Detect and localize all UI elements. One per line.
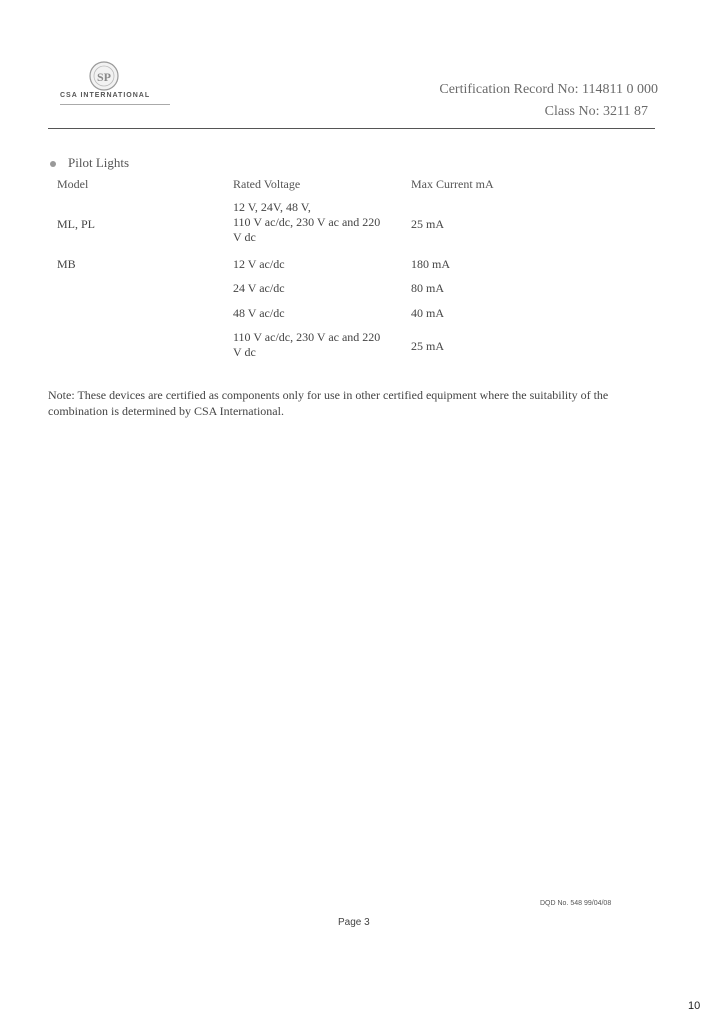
- table-row-1-model: MB: [57, 257, 76, 271]
- table-row-0-model: ML, PL: [57, 217, 96, 231]
- svg-text:SP: SP: [96, 70, 112, 84]
- table-row-2-voltage: 24 V ac/dc: [233, 281, 285, 295]
- table-row-3-current: 40 mA: [411, 306, 444, 320]
- class-number: Class No: 3211 87: [544, 104, 648, 119]
- table-row-0-voltage: 12 V, 24V, 48 V, 110 V ac/dc, 230 V ac and 220 V dc: [233, 200, 381, 244]
- column-header-max-current: Max Current mA: [411, 177, 494, 191]
- section-title-text: Pilot Lights: [68, 155, 130, 170]
- logo-text: CSA INTERNATIONAL: [60, 92, 151, 99]
- column-header-rated-voltage: Rated Voltage: [233, 177, 301, 191]
- logo-underline: [60, 104, 170, 105]
- column-header-model: Model: [57, 177, 89, 191]
- certification-note: Note: These devices are certified as components only for use in other certified equipment where the suitability of the combination is determined by CSA International.: [48, 388, 609, 418]
- table-row-3-voltage: 48 V ac/dc: [233, 306, 285, 320]
- section-title: [50, 155, 129, 171]
- table-row-4-current: 25 mA: [411, 339, 444, 353]
- table-row-1-current: 180 mA: [411, 257, 450, 271]
- csa-logo: [60, 60, 180, 120]
- certification-record-number: Certification Record No: 114811 0 000: [439, 82, 658, 97]
- table-row-2-current: 80 mA: [411, 281, 444, 295]
- table-row-4-voltage: 110 V ac/dc, 230 V ac and 220 V dc: [233, 330, 381, 359]
- header-divider: [48, 128, 655, 129]
- table-row-0-current: 25 mA: [411, 217, 444, 231]
- page-label: Page 3: [338, 917, 370, 928]
- document-control-number: DQD No. 548 99/04/08: [540, 900, 612, 907]
- page-number: 10: [688, 1000, 701, 1012]
- bullet-icon: [50, 161, 56, 167]
- table-row-1-voltage: 12 V ac/dc: [233, 257, 285, 271]
